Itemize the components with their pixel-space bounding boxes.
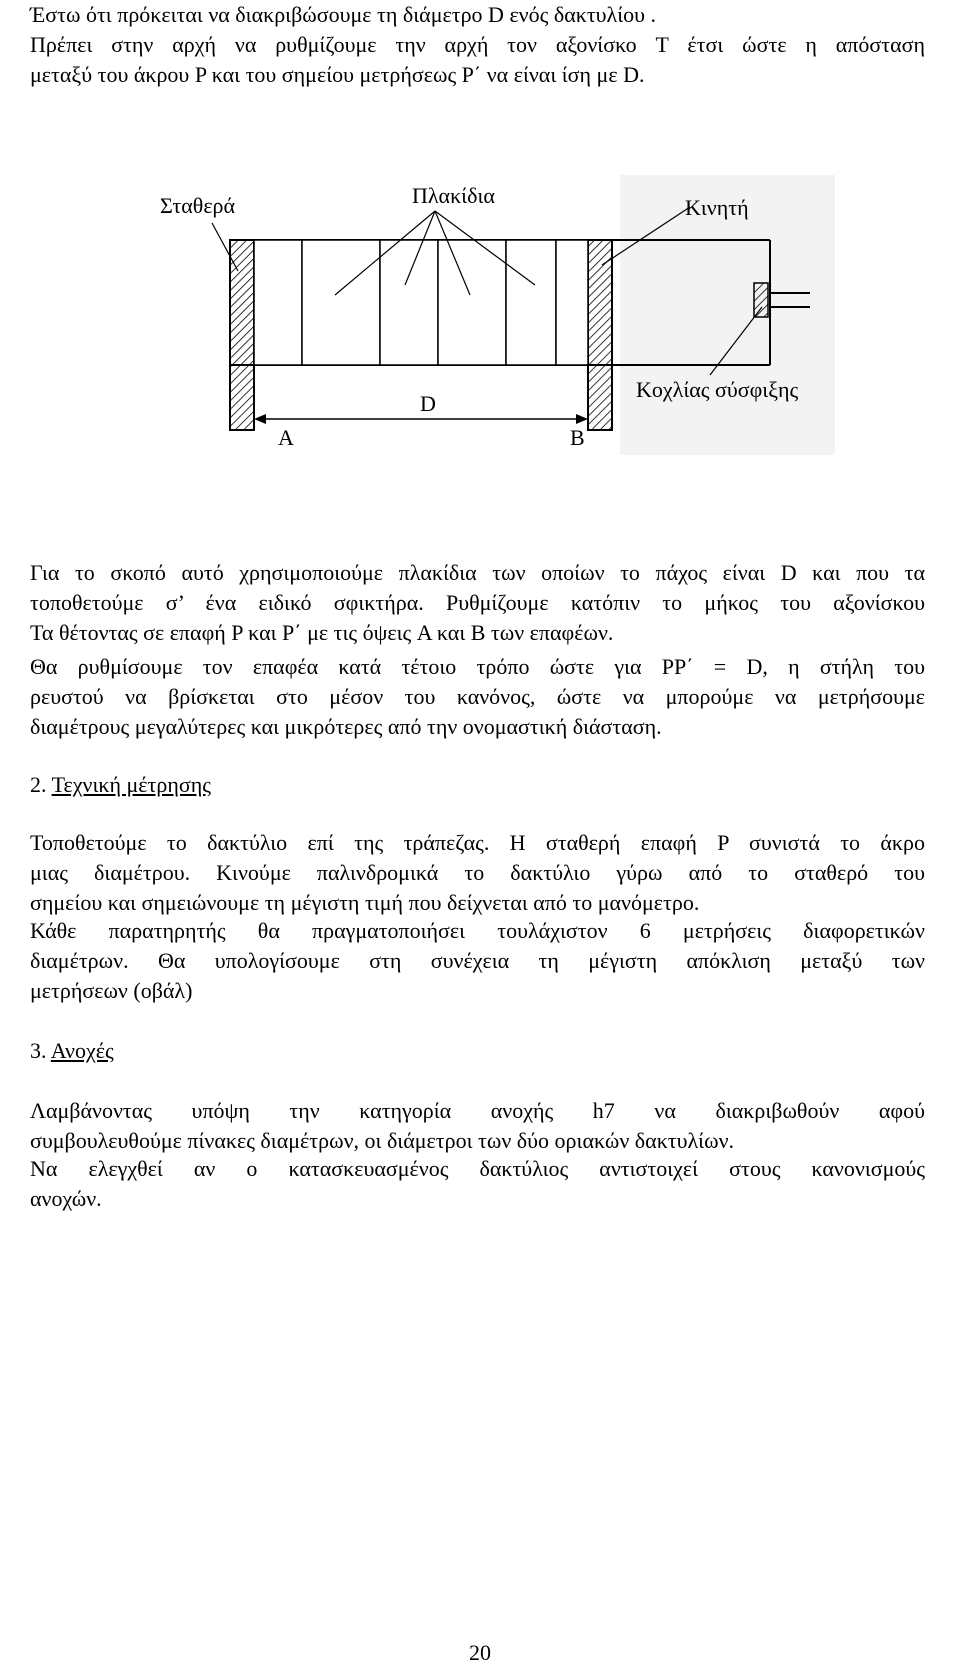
label-b: B — [570, 425, 585, 450]
gauge-block — [506, 240, 556, 365]
paragraph-observations — [30, 916, 925, 1006]
section-title: Τεχνική μέτρησης — [51, 772, 211, 797]
text-line: μετρήσεων (οβάλ) — [30, 978, 193, 1003]
paragraph-check — [30, 1154, 925, 1214]
section-heading-3 — [30, 1036, 925, 1066]
text-line: διαμέτρους μεγαλύτερες και μικρότερες από την ονομαστική διάσταση. — [30, 714, 662, 739]
gauge-block — [556, 240, 588, 365]
label-plates: Πλακίδια — [412, 183, 495, 208]
gauge-block — [380, 240, 438, 365]
text-line: Θα ρυθμίσουμε τον επαφέα κατά τέτοιο τρόπο ώστε για PP΄ = D, η στήλη του — [30, 654, 925, 679]
label-movable: Κινητή — [685, 195, 749, 220]
section-heading-2 — [30, 770, 925, 800]
text-line: Να ελεγχθεί αν ο κατασκευασμένος δακτύλιος αντιστοιχεί στους κανονισμούς — [30, 1156, 925, 1181]
text-line: μιας διαμέτρου. Κινούμε παλινδρομικά το δακτύλιο γύρω από το σταθερό του — [30, 860, 925, 885]
text-line: Τοποθετούμε το δακτύλιο επί της τράπεζας. Η σταθερή επαφή P συνιστά το άκρο — [30, 830, 925, 855]
section-number: 2. — [30, 772, 47, 797]
paragraph-adjust — [30, 652, 925, 742]
text-line: μεταξύ του άκρου P και του σημείου μετρήσεως P΄ να είναι ίση με D. — [30, 62, 645, 87]
text-line: σημείου και σημειώνουμε τη μέγιστη τιμή που δείχνεται από το μανόμετρο. — [30, 890, 700, 915]
text-line: Έστω ότι πρόκειται να διακριβώσουμε τη διάμετρο D ενός δακτυλίου . — [30, 2, 657, 27]
text-line: συμβουλευθούμε πίνακες διαμέτρων, οι διάμετροι των δύο οριακών δακτυλίων. — [30, 1128, 735, 1153]
label-fixed: Σταθερά — [160, 193, 236, 218]
dimension-arrow-left — [254, 414, 266, 424]
label-screw: Κοχλίας σύσφιξης — [636, 377, 799, 402]
label-a: A — [278, 425, 294, 450]
text-line: διαμέτρων. Θα υπολογίσουμε στη συνέχεια τη μέγιστη απόκλιση μεταξύ των — [30, 948, 925, 973]
text-line: Κάθε παρατηρητής θα πραγματοποιήσει τουλάχιστον 6 μετρήσεις διαφορετικών — [30, 918, 925, 943]
paragraph-technique — [30, 828, 925, 918]
gauge-block — [302, 240, 380, 365]
text-line: τοποθετούμε σ’ ένα ειδικό σφικτήρα. Ρυθμίζουμε κατόπιν το μήκος του αξονίσκου — [30, 590, 925, 615]
text-line: Τα θέτοντας σε επαφή P και P΄ με τις όψεις A και B των επαφέων. — [30, 620, 614, 645]
movable-jaw — [588, 240, 612, 430]
label-d: D — [420, 391, 436, 416]
section-number: 3. — [30, 1038, 47, 1063]
text-line: Λαμβάνοντας υπόψη την κατηγορία ανοχής h7 να διακριβωθούν αφού — [30, 1098, 925, 1123]
text-line: Για το σκοπό αυτό χρησιμοποιούμε πλακίδια των οποίων το πάχος είναι D και που τα — [30, 560, 925, 585]
gauge-block — [438, 240, 506, 365]
intro-paragraph — [30, 0, 925, 90]
text-line: ανοχών. — [30, 1186, 102, 1211]
gauge-block — [254, 240, 302, 365]
page-number: 20 — [469, 1640, 491, 1665]
text-line: ρευστού να βρίσκεται στο μέσον του κανόνος, ώστε να μπορούμε να μετρήσουμε — [30, 684, 925, 709]
dimension-arrow-right — [576, 414, 588, 424]
text-line: Πρέπει στην αρχή να ρυθμίζουμε την αρχή τον αξονίσκο T έτσι ώστε η απόσταση — [30, 32, 925, 57]
section-title: Ανοχές — [50, 1038, 114, 1063]
paragraph-tolerance — [30, 1096, 925, 1156]
screw-nut — [754, 283, 768, 317]
gauge-block-clamp-figure — [150, 175, 840, 465]
paragraph-purpose — [30, 558, 925, 648]
fixed-jaw — [230, 240, 254, 430]
